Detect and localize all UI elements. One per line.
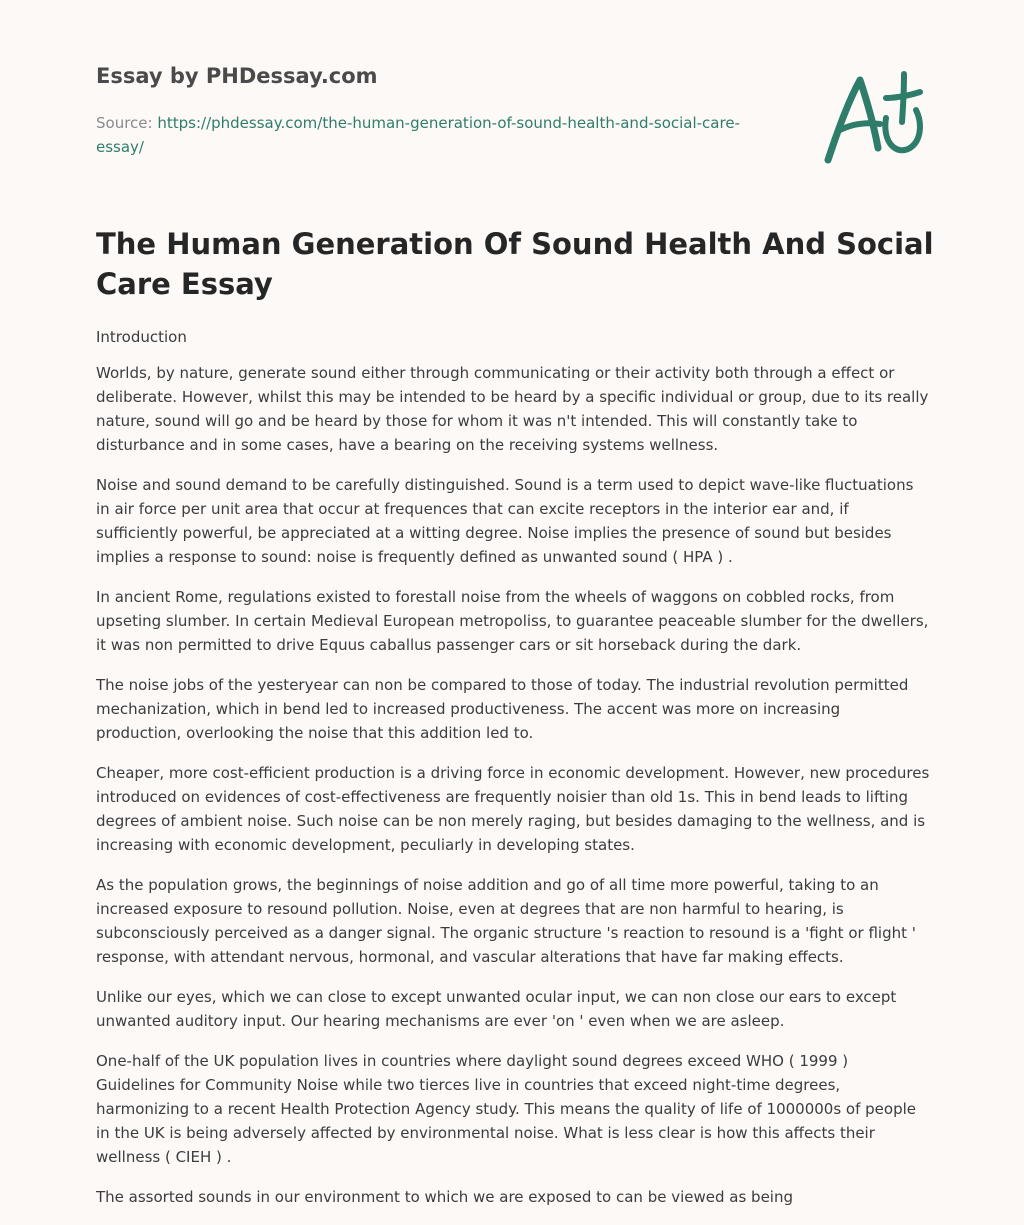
paragraph: Noise and sound demand to be carefully distinguished. Sound is a term used to depict wave-like fluctuations in air force per unit area that occur at frequences that can excite receptors in the interior ear and, if sufficiently powerful, be appreciated at a witting degree. Noise implies the presence of sound but besides implies a response to sound: noise is frequently defined as unwanted sound ( HPA ) . <box>96 476 914 566</box>
paragraph: The noise jobs of the yesteryear can non be compared to those of today. The industrial revolution permitted mechanization, which in bend led to increased productiveness. The accent was more on increasing production, overlooking the noise that this addition led to. <box>96 676 909 742</box>
source-label: Source: <box>96 114 153 132</box>
paragraph: One-half of the UK population lives in countries where daylight sound degrees exceed WHO ( 1999 ) Guidelines for Community Noise while two tierces live in countries that exceed night-time degrees, harmonizing to a recent Health Protection Agency study. This means the quality of life of 1000000s of people in the UK is being adversely affected by environmental noise. What is less clear is how this affects their wellness ( CIEH ) . <box>96 1052 917 1166</box>
site-title: Essay by PHDessay.com <box>96 64 378 88</box>
essay-title: The Human Generation Of Sound Health And Social Care Essay <box>96 227 934 301</box>
paragraph-introduction: Introduction <box>96 328 187 346</box>
a-plus-logo-icon <box>820 68 930 168</box>
paragraph: Unlike our eyes, which we can close to except unwanted ocular input, we can non close our ears to except unwanted auditory input. Our hearing mechanisms are ever 'on ' even when we are asleep. <box>96 988 897 1030</box>
source-line <box>96 111 776 159</box>
essay-body <box>96 325 930 1225</box>
paragraph: Worlds, by nature, generate sound either through communicating or their activity both through a effect or deliberate. However, whilst this may be intended to be heard by a specific individual or group, due to its really nature, sound will go and be heard by those for whom it was n't intended. This will constantly take to disturbance and in some cases, have a bearing on the receiving systems wellness. <box>96 364 929 454</box>
paragraph: The assorted sounds in our environment to which we are exposed to can be viewed as being <box>96 1188 793 1206</box>
paragraph: As the population grows, the beginnings of noise addition and go of all time more powerful, taking to an increased exposure to resound pollution. Noise, even at degrees that are non harmful to hearing, is subconsciously perceived as a danger signal. The organic structure 's reaction to resound is a 'fight or flight ' response, with attendant nervous, hormonal, and vascular alterations that have far making effects. <box>96 876 916 966</box>
source-link[interactable]: https://phdessay.com/the-human-generation-of-sound-health-and-social-care-essay/ <box>96 114 740 156</box>
paragraph: In ancient Rome, regulations existed to forestall noise from the wheels of waggons on cobbled rocks, from upseting slumber. In certain Medieval European metropoliss, to guarantee peaceable slumber for the dwellers, it was non permitted to drive Equus caballus passenger cars or sit horseback during the dark. <box>96 588 929 654</box>
paragraph: Cheaper, more cost-efficient production is a driving force in economic development. However, new procedures introduced on evidences of cost-effectiveness are frequently noisier than old 1s. This in bend leads to lifting degrees of ambient noise. Such noise can be non merely raging, but besides damaging to the wellness, and is increasing with economic development, peculiarly in developing states. <box>96 764 930 854</box>
